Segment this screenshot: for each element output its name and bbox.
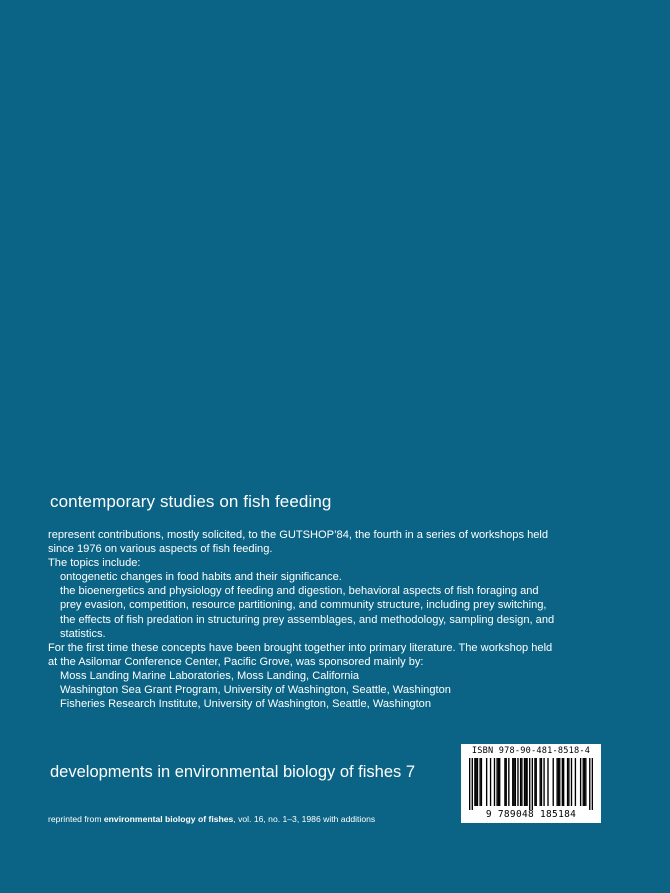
topic-line: the effects of fish predation in structuring prey assemblages, and methodology, sampling design, and (60, 613, 555, 626)
topic-line: ontogenetic changes in food habits and their significance. (60, 571, 342, 584)
barcode-bar (521, 758, 522, 806)
reprint-journal: environmental biology of fishes (103, 814, 234, 824)
barcode-bar (479, 758, 480, 806)
barcode-bar (556, 758, 557, 806)
topic-line: prey evasion, competition, resource partitioning, and community structure, including prey switching, (60, 599, 547, 612)
barcode-bar (499, 758, 500, 806)
ean-digits: 9 789048 185184 (485, 809, 577, 820)
barcode-bar (477, 758, 478, 806)
isbn-text: ISBN 978-90-481-8518-4 (471, 746, 591, 756)
barcode-bar (543, 758, 544, 806)
barcode-bar (589, 758, 590, 810)
barcode-bar (524, 758, 525, 806)
reprint-suffix: , vol. 16, no. 1–3, 1986 with additions (233, 814, 376, 824)
barcode-bar (474, 758, 475, 806)
paragraph-line: since 1976 on various aspects of fish feeding. (48, 543, 273, 556)
barcode-bar (490, 758, 491, 806)
barcode-bar (481, 758, 482, 806)
barcode-bar (575, 758, 576, 806)
barcode-bar (534, 758, 535, 806)
barcode-bar (536, 758, 537, 806)
sponsor-line: Washington Sea Grant Program, University of Washington, Seattle, Washington (60, 684, 451, 697)
reprint-prefix: reprinted from (48, 814, 104, 824)
barcode-bar (469, 758, 470, 810)
barcode-bar (520, 758, 521, 806)
barcode-bar (539, 758, 540, 806)
barcode-bar (562, 758, 563, 806)
barcode-bar (512, 758, 513, 806)
barcode-bar (515, 758, 516, 806)
sponsor-line: Fisheries Research Institute, University of Washington, Seattle, Washington (60, 698, 431, 711)
barcode-bar (532, 758, 533, 810)
barcode-bar (513, 758, 514, 806)
barcode-bar (541, 758, 542, 806)
barcode-bar (506, 758, 507, 806)
barcode-bar (494, 758, 495, 806)
barcode-bar (504, 758, 505, 806)
barcode-bar (559, 758, 560, 806)
barcode-bar (592, 758, 593, 810)
topic-line: statistics. (60, 627, 106, 640)
barcode-bar (529, 758, 530, 810)
barcode-bar (567, 758, 568, 806)
barcode-bar (472, 758, 473, 810)
barcode-bars (469, 758, 593, 810)
barcode-bar (508, 758, 509, 806)
barcode-bar (580, 758, 581, 806)
barcode-bar (517, 758, 518, 806)
closing-line: For the first time these concepts have been brought together into primary literature. The workshop held (48, 641, 553, 654)
sponsor-line: Moss Landing Marine Laboratories, Moss Landing, California (60, 669, 360, 682)
barcode-bar (585, 758, 586, 806)
barcode-bar (526, 758, 527, 806)
closing-line: at the Asilomar Conference Center, Pacific Grove, was sponsored mainly by: (48, 655, 424, 668)
series-title: developments in environmental biology of fishes 7 (50, 763, 416, 781)
paragraph-line: represent contributions, mostly solicited, to the GUTSHOP’84, the fourth in a series of workshops held (48, 529, 549, 541)
barcode-bar (563, 758, 564, 806)
barcode-bar (525, 758, 526, 806)
barcode-bar (476, 758, 477, 806)
barcode-bar (547, 758, 548, 806)
barcode-bar (568, 758, 569, 806)
cover-heading: contemporary studies on fish feeding (50, 492, 332, 511)
barcode-bar (553, 758, 554, 806)
topic-line: the bioenergetics and physiology of feeding and digestion, behavioral aspects of fish foraging and (60, 585, 539, 598)
barcode-bar (583, 758, 584, 806)
description-text (48, 528, 608, 711)
barcode-bar (496, 758, 497, 806)
barcode-bar (486, 758, 487, 806)
barcode-bar (584, 758, 585, 806)
barcode-bar (558, 758, 559, 806)
reprint-note (48, 814, 375, 824)
barcode-bar (571, 758, 572, 806)
barcode-bar (498, 758, 499, 806)
paragraph-line: The topics include: (48, 557, 141, 570)
isbn-barcode (461, 744, 601, 823)
